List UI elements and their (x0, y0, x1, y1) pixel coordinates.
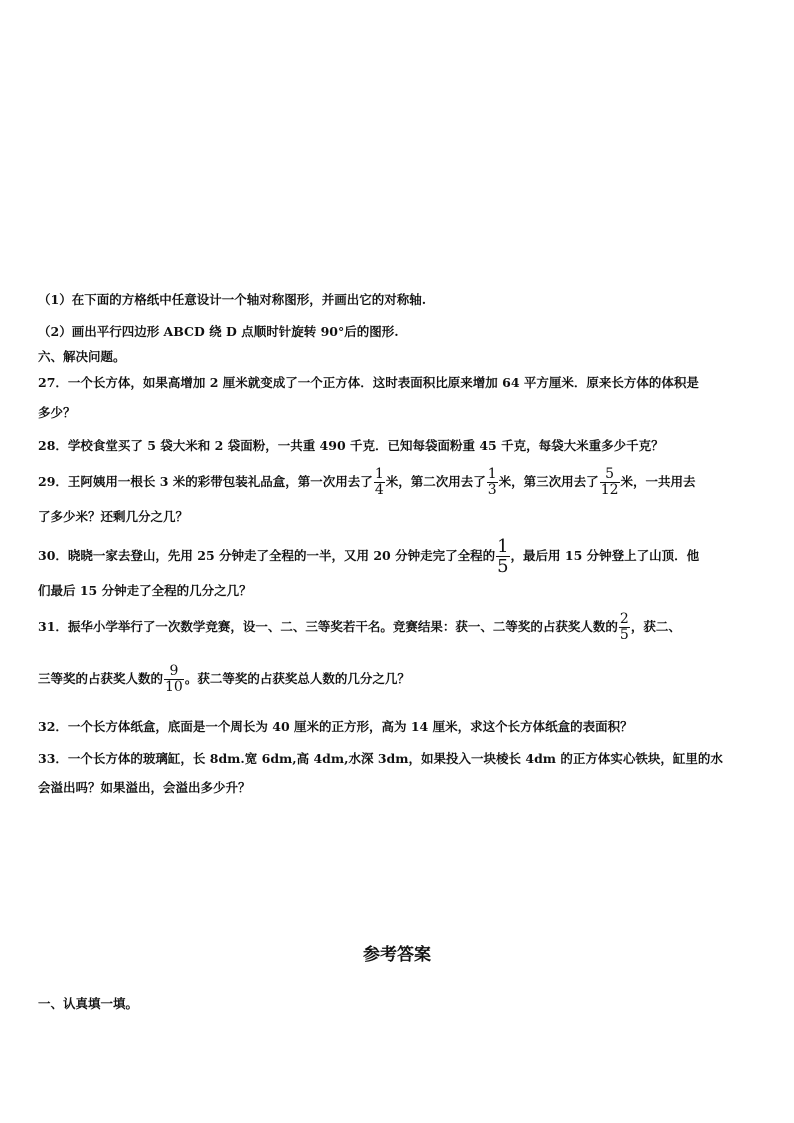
problem-29-mid-1: 米，第二次用去了 (385, 474, 486, 489)
section-6-heading: 六、解决问题。 (38, 349, 126, 364)
fraction-1-3 (487, 467, 498, 498)
problem-32: 32．一个长方体纸盒，底面是一个周长为 40 厘米的正方形，高为 14 厘米，求这个长方体纸盒的表面积？ (38, 719, 633, 734)
fraction-denominator: 5 (497, 556, 509, 577)
answers-section-1-heading: 一、认真填一填。 (38, 996, 139, 1011)
problem-29-prefix: 29．王阿姨用一根长 3 米的彩带包装礼品盒，第一次用去了 (38, 474, 373, 489)
fraction-numerator: 1 (374, 466, 384, 482)
fraction-denominator: 12 (600, 482, 619, 498)
instruction-item-1: （1）在下面的方格纸中任意设计一个轴对称图形，并画出它的对称轴. (38, 292, 427, 307)
problem-30-suffix: ，最后用 15 分钟登上了山顶．他 (510, 548, 700, 563)
fraction-numerator: 9 (169, 663, 179, 679)
problem-29-line-2: 了多少米？还剩几分之几？ (38, 509, 189, 524)
problem-31-prefix: 31．振华小学举行了一次数学竞赛，设一、二、三等奖若干名。竞赛结果：获一、二等奖的占获奖人数的 (38, 619, 618, 634)
problem-31-line-1 (38, 609, 681, 645)
problem-31-line-2 (38, 661, 410, 697)
problem-27-line-2: 多少？ (38, 405, 76, 420)
problem-33-line-1: 33．一个长方体的玻璃缸，长 8dm.宽 6dm,高 4dm,水深 3dm，如果投入一块棱长 4dm 的正方体实心铁块，缸里的水 (38, 751, 723, 766)
fraction-2-5 (619, 612, 630, 643)
fraction-denominator: 5 (619, 627, 629, 643)
fraction-denominator: 4 (374, 482, 384, 498)
fraction-1-4 (374, 467, 385, 498)
problem-33-line-2: 会溢出吗？如果溢出，会溢出多少升？ (38, 780, 251, 795)
problem-28: 28．学校食堂买了 5 袋大米和 2 袋面粉，一共重 490 千克．已知每袋面粉重 45 千克，每袋大米重多少千克？ (38, 438, 664, 453)
problem-27-line-1: 27．一个长方体，如果高增加 2 厘米就变成了一个正方体．这时表面积比原来增加 64 平方厘米．原来长方体的体积是 (38, 375, 699, 390)
fraction-1-5 (496, 537, 509, 576)
problem-29-suffix: 米，一共用去 (620, 474, 696, 489)
answers-title: 参考答案 (363, 945, 431, 965)
fraction-5-12 (600, 467, 620, 498)
problem-29-mid-2: 米，第三次用去了 (498, 474, 599, 489)
problem-31-suffix: ，获二、 (630, 619, 681, 634)
problem-31-line-2-prefix: 三等奖的占获奖人数的 (38, 671, 164, 686)
instruction-item-2: （2）画出平行四边形 ABCD 绕 D 点顺时针旋转 90°后的图形. (38, 324, 399, 339)
fraction-numerator: 1 (487, 466, 497, 482)
problem-30-line-2: 们最后 15 分钟走了全程的几分之几？ (38, 583, 252, 598)
fraction-9-10 (164, 664, 184, 695)
problem-30-prefix: 30．晓晓一家去登山，先用 25 分钟走了全程的一半，又用 20 分钟走完了全程的 (38, 548, 496, 563)
fraction-numerator: 5 (605, 466, 615, 482)
fraction-denominator: 3 (487, 482, 497, 498)
fraction-numerator: 1 (497, 536, 509, 557)
problem-30-line-1 (38, 536, 699, 576)
problem-29-line-1 (38, 466, 696, 498)
problem-31-line-2-suffix: 。获二等奖的占获奖总人数的几分之几？ (184, 671, 410, 686)
fraction-numerator: 2 (619, 611, 629, 627)
fraction-denominator: 10 (165, 679, 183, 695)
